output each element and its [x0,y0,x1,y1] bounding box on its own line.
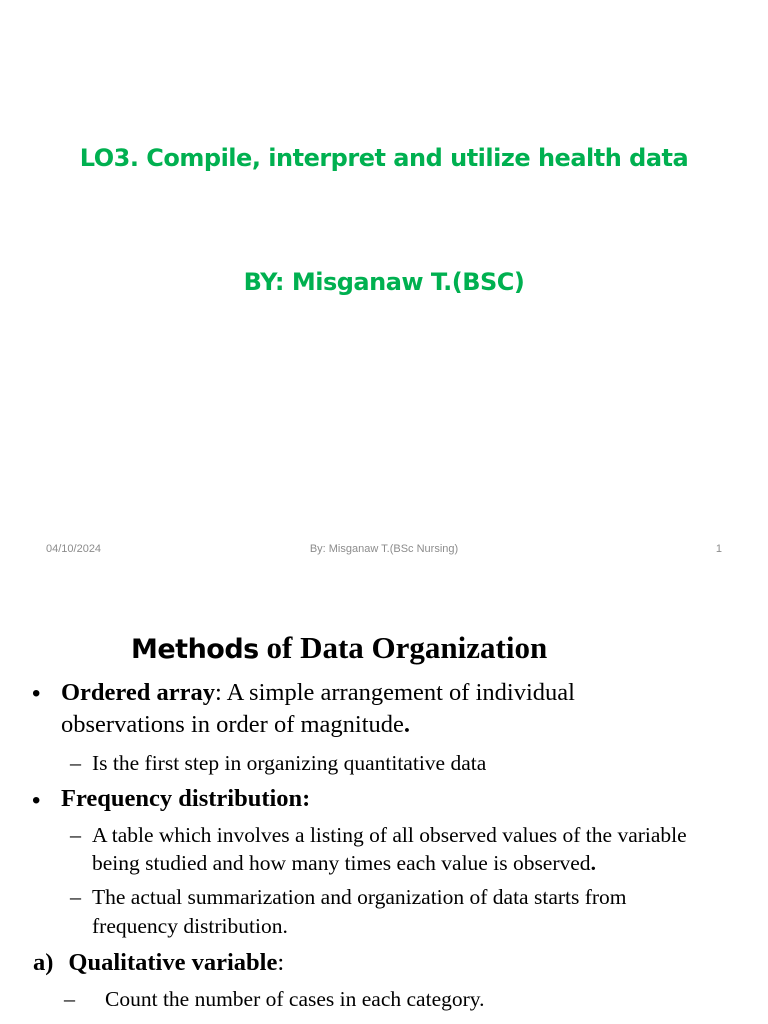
frequency-sub1-line1: A table which involves a listing of all observed values of the variable [92,823,687,847]
slide-title: LO3. Compile, interpret and utilize health data [79,144,689,172]
qualitative-subpoint: Count the number of cases in each category. [105,987,485,1011]
dash-icon: – [70,750,81,775]
frequency-sub1-line2 [92,851,596,876]
footer-page-number: 1 [715,543,722,555]
bullet-icon: • [32,680,41,707]
ordered-array-term: Ordered array [61,679,215,706]
dash-icon: – [64,986,75,1011]
qualitative-colon: : [277,949,285,976]
content-slide [0,576,768,1024]
author-line: BY: Misganaw T.(BSC) [243,268,525,296]
ordered-array-definition-cont: observations in order of magnitude [61,711,404,738]
frequency-sub2-line2: frequency distribution. [92,914,288,938]
ordered-array-line1 [61,679,575,707]
slide-heading [131,630,547,666]
bullet-icon: • [32,787,41,814]
frequency-distribution-term: Frequency distribution: [61,785,311,812]
frequency-sub1-period: . [590,851,596,875]
slide-heading-rest: of Data Organization [258,630,548,665]
ordered-array-definition: : A simple arrangement of individual [215,679,575,706]
frequency-sub2-line1: The actual summarization and organization of data starts from [92,885,627,909]
frequency-sub1-text: being studied and how many times each value is observed [92,851,591,875]
slide-heading-first-word: Methods [131,634,259,665]
frequency-distribution-heading [61,785,310,813]
ordered-array-line2 [61,711,410,739]
qualitative-term: Qualitative variable [68,949,278,976]
dash-icon: – [70,884,81,909]
dash-icon: – [70,822,81,847]
footer-author: By: Misganaw T.(BSc Nursing) [309,543,459,555]
footer-date: 04/10/2024 [46,543,102,555]
qualitative-marker: a) [33,949,54,976]
ordered-array-period: . [403,711,411,738]
qualitative-heading [33,949,284,977]
ordered-array-subpoint: Is the first step in organizing quantitative data [92,751,487,775]
